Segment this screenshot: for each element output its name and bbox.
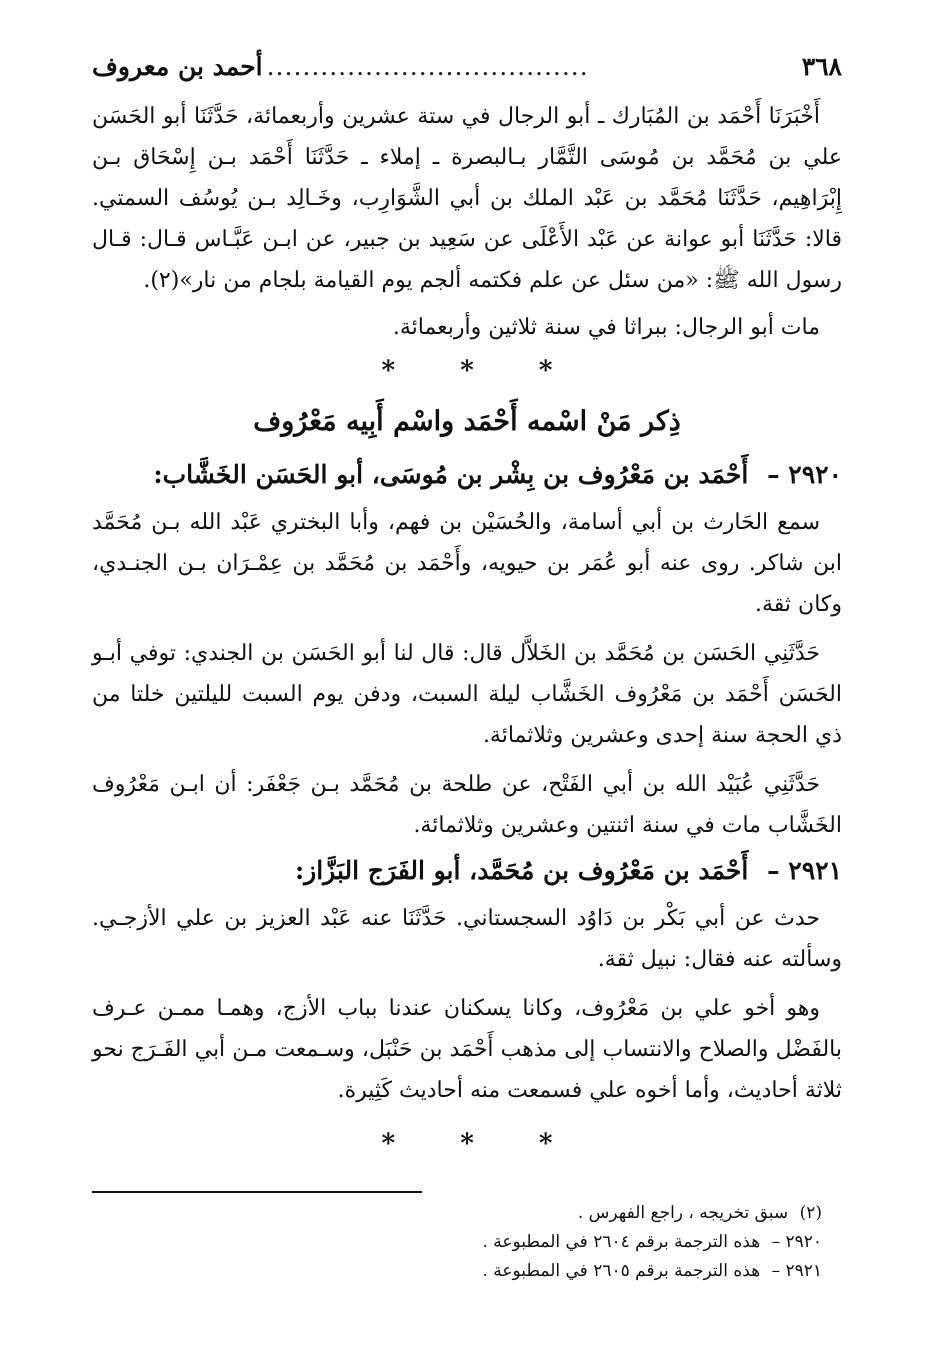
footnote-number: (٢)	[799, 1203, 822, 1223]
leader-dots: ....................................	[266, 52, 589, 81]
footnote-text: هذه الترجمة برقم ٢٦٠٤ في المطبوعة .	[482, 1232, 761, 1252]
footnote-text: سبق تخريجه ، راجع الفهرس .	[577, 1203, 789, 1223]
footnote	[92, 1199, 842, 1228]
paragraph: وهو أخو علي بن مَعْرُوف، وكانا يسكنان عندنا بباب الأزج، وهمـا ممـن عـرف بالفَضْل والصلاح والانتساب إلى مذهب أَحْمَد بن حَنْبَل، وسـمعت مـن أبي الفَـرَج نحو ثلاثة أحاديث، وأما أخوه علي فسمعت منه أحاديث كَثِيرة.	[92, 996, 842, 1103]
paragraph: حدث عن أبي بَكْر بن دَاوُد السجستاني. حَدَّثَنَا عنه عَبْد العزيز بن علي الأزجـي. وسألته عنه فقال: نبيل ثقة.	[92, 906, 842, 972]
entry-number: ٢٩٢٠ –	[767, 460, 842, 489]
section-separator: * * *	[381, 356, 581, 386]
entry-number: ٢٩٢١ –	[767, 856, 842, 885]
footnote	[92, 1228, 842, 1257]
entry-heading	[92, 450, 842, 502]
paragraph: مات أبو الرجال: ببراثا في سنة ثلاثين وأربعمائة.	[392, 315, 820, 340]
footnote	[92, 1257, 842, 1286]
paragraph: أَخْبَرَنَا أَحْمَد بن المُبَارك ـ أبو الرجال في ستة عشرين وأربعمائة، حَدَّثَنَا أبو الحَسَن علي بن مُحَمَّد بن مُوسَى التَّمَّار بـالبصرة ـ إملاء ـ حَدَّثَنَا أَحْمَد بـن إِسْحَاق بـن إِبْرَاهِيم، حَدَّثَنَا مُحَمَّد بن عَبْد الملك بن أبي الشَّوَارِب، وخَـالِد بـن يُوسُف السمتي. قالا: حَدَّثَنَا أبو عوانة عن عَبْد الأَعْلَى عن سَعِيد بن جبير، عن ابـن عَبَّـاس قـال: قـال رسول الله ﷺ: «من سئل عن علم فكتمه ألجم يوم القيامة بلجام من نار»(٢).	[92, 104, 843, 293]
running-head	[92, 52, 842, 96]
book-page	[92, 52, 842, 1286]
running-title: أحمد بن معروف	[92, 52, 263, 81]
entry-heading	[92, 846, 842, 898]
entry-title: أَحْمَد بن مَعْرُوف بن مُحَمَّد، أبو الفَرَج البَزَّاز:	[294, 856, 749, 885]
entry-title: أَحْمَد بن مَعْرُوف بن بِشْر بن مُوسَى، أبو الحَسَن الخَشَّاب:	[153, 460, 749, 489]
footnote-text: هذه الترجمة برقم ٢٦٠٥ في المطبوعة .	[482, 1261, 761, 1281]
section-title: ذِكر مَنْ اسْمه أَحْمَد واسْم أَبِيه مَعْرُوف	[253, 406, 681, 437]
footnote-rule	[92, 1191, 422, 1193]
page-number: ٣٦٨	[801, 52, 842, 81]
footnote-number: ٢٩٢١ –	[771, 1261, 822, 1281]
section-separator: * * *	[381, 1129, 581, 1159]
paragraph: سمع الحَارث بن أبي أسامة، والحُسَيْن بن فهم، وأبا البختري عَبْد الله بـن مُحَمَّد ابن شاكر. روى عنه أبو عُمَر بن حيويه، وأَحْمَد بن مُحَمَّد بن عِمْـرَان بـن الجنـدي، وكان ثقة.	[92, 510, 842, 617]
paragraph: حَدَّثَنِي عُبَيْد الله بن أبي الفَتْح، عن طلحة بن مُحَمَّد بـن جَعْفَر: أن ابـن مَعْرُوف الخَشَّاب مات في سنة اثنتين وعشرين وثلاثمائة.	[92, 772, 842, 838]
footnote-number: ٢٩٢٠ –	[771, 1232, 822, 1252]
paragraph: حَدَّثَنِي الحَسَن بن مُحَمَّد بن الخَلاَّل قال: قال لنا أبو الحَسَن بن الجندي: توفي أبـو الحَسَن أَحْمَد بن مَعْرُوف الخَشَّاب ليلة السبت، ودفن يوم السبت لليلتين خلتا من ذي الحجة سنة إحدى وعشرين وثلاثمائة.	[92, 641, 842, 748]
